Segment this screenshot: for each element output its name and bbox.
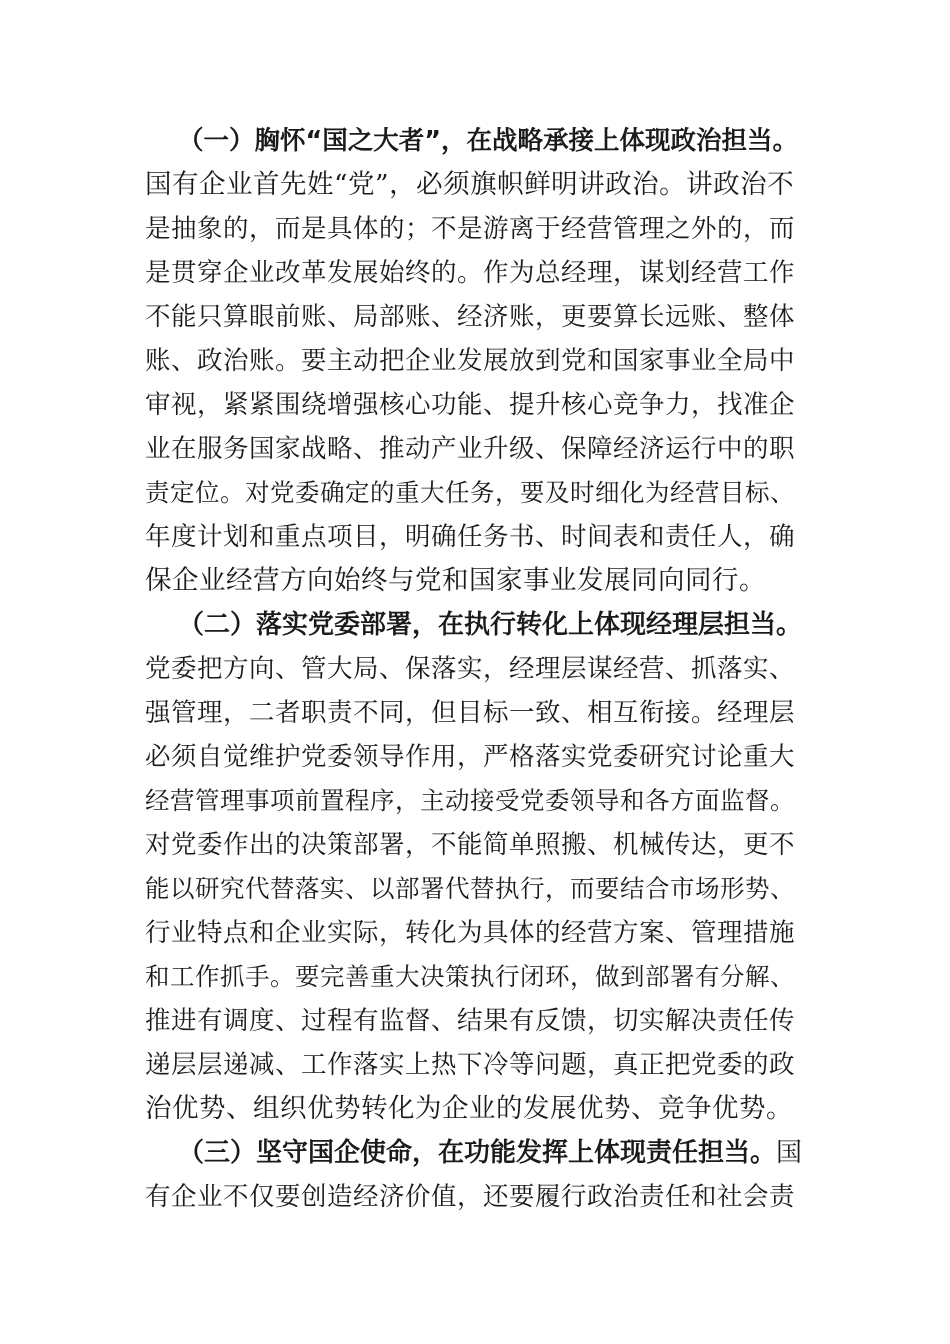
- paragraph-line: 经营管理事项前置程序，主动接受党委领导和各方面监督。: [145, 786, 795, 815]
- paragraph-line: 不能只算眼前账、局部账、经济账，更要算长远账、整体: [145, 302, 796, 332]
- paragraph-line: 行业特点和企业实际，转化为具体的经营方案、管理措施: [145, 918, 796, 948]
- paragraph-line: 业在服务国家战略、推动产业升级、保障经济运行中的职: [145, 434, 796, 464]
- section-2-heading: （二）落实党委部署，在执行转化上体现经理层担当。: [178, 610, 803, 640]
- paragraph-line: 年度计划和重点项目，明确任务书、时间表和责任人，确: [145, 522, 796, 552]
- paragraph-line: 和工作抓手。要完善重大决策执行闭环，做到部署有分解、: [145, 962, 795, 991]
- paragraph-line: 是抽象的，而是具体的；不是游离于经营管理之外的，而: [145, 214, 796, 244]
- paragraph-line: 推进有调度、过程有监督、结果有反馈，切实解决责任传: [145, 1006, 796, 1036]
- paragraph-line: 国有企业首先姓“党”，必须旗帜鲜明讲政治。讲政治不: [145, 169, 795, 200]
- paragraph-line: 治优势、组织优势转化为企业的发展优势、竞争优势。: [145, 1093, 793, 1124]
- paragraph-line: 递层层递减、工作落实上热下冷等问题，真正把党委的政: [145, 1050, 796, 1080]
- section-1-heading: （一）胸怀“国之大者”，在战略承接上体现政治担当。: [178, 126, 799, 156]
- paragraph-line: 党委把方向、管大局、保落实，经理层谋经营、抓落实、: [145, 654, 796, 684]
- paragraph-line: 能以研究代替落实、以部署代替执行，而要结合市场形势、: [145, 874, 795, 903]
- section-3-heading-tail: 国: [776, 1138, 803, 1168]
- paragraph-line: 是贯穿企业改革发展始终的。作为总经理，谋划经营工作: [145, 258, 796, 288]
- paragraph-line: 强管理，二者职责不同，但目标一致、相互衔接。经理层: [145, 698, 796, 728]
- paragraph-line: 必须自觉维护党委领导作用，严格落实党委研究讨论重大: [145, 742, 796, 772]
- section-3-heading: （三）坚守国企使命，在功能发挥上体现责任担当。: [178, 1138, 777, 1168]
- paragraph-line: 账、政治账。要主动把企业发展放到党和国家事业全局中: [145, 346, 796, 376]
- section-3-heading-line: [178, 1131, 803, 1175]
- paragraph-line: 对党委作出的决策部署，不能简单照搬、机械传达，更不: [145, 830, 796, 860]
- paragraph-line: 保企业经营方向始终与党和国家事业发展同向同行。: [145, 565, 766, 596]
- paragraph-line: 审视，紧紧围绕增强核心功能、提升核心竞争力，找准企: [145, 390, 796, 420]
- paragraph-line: 有企业不仅要创造经济价值，还要履行政治责任和社会责: [145, 1182, 796, 1212]
- paragraph-line: 责定位。对党委确定的重大任务，要及时细化为经营目标、: [145, 478, 795, 507]
